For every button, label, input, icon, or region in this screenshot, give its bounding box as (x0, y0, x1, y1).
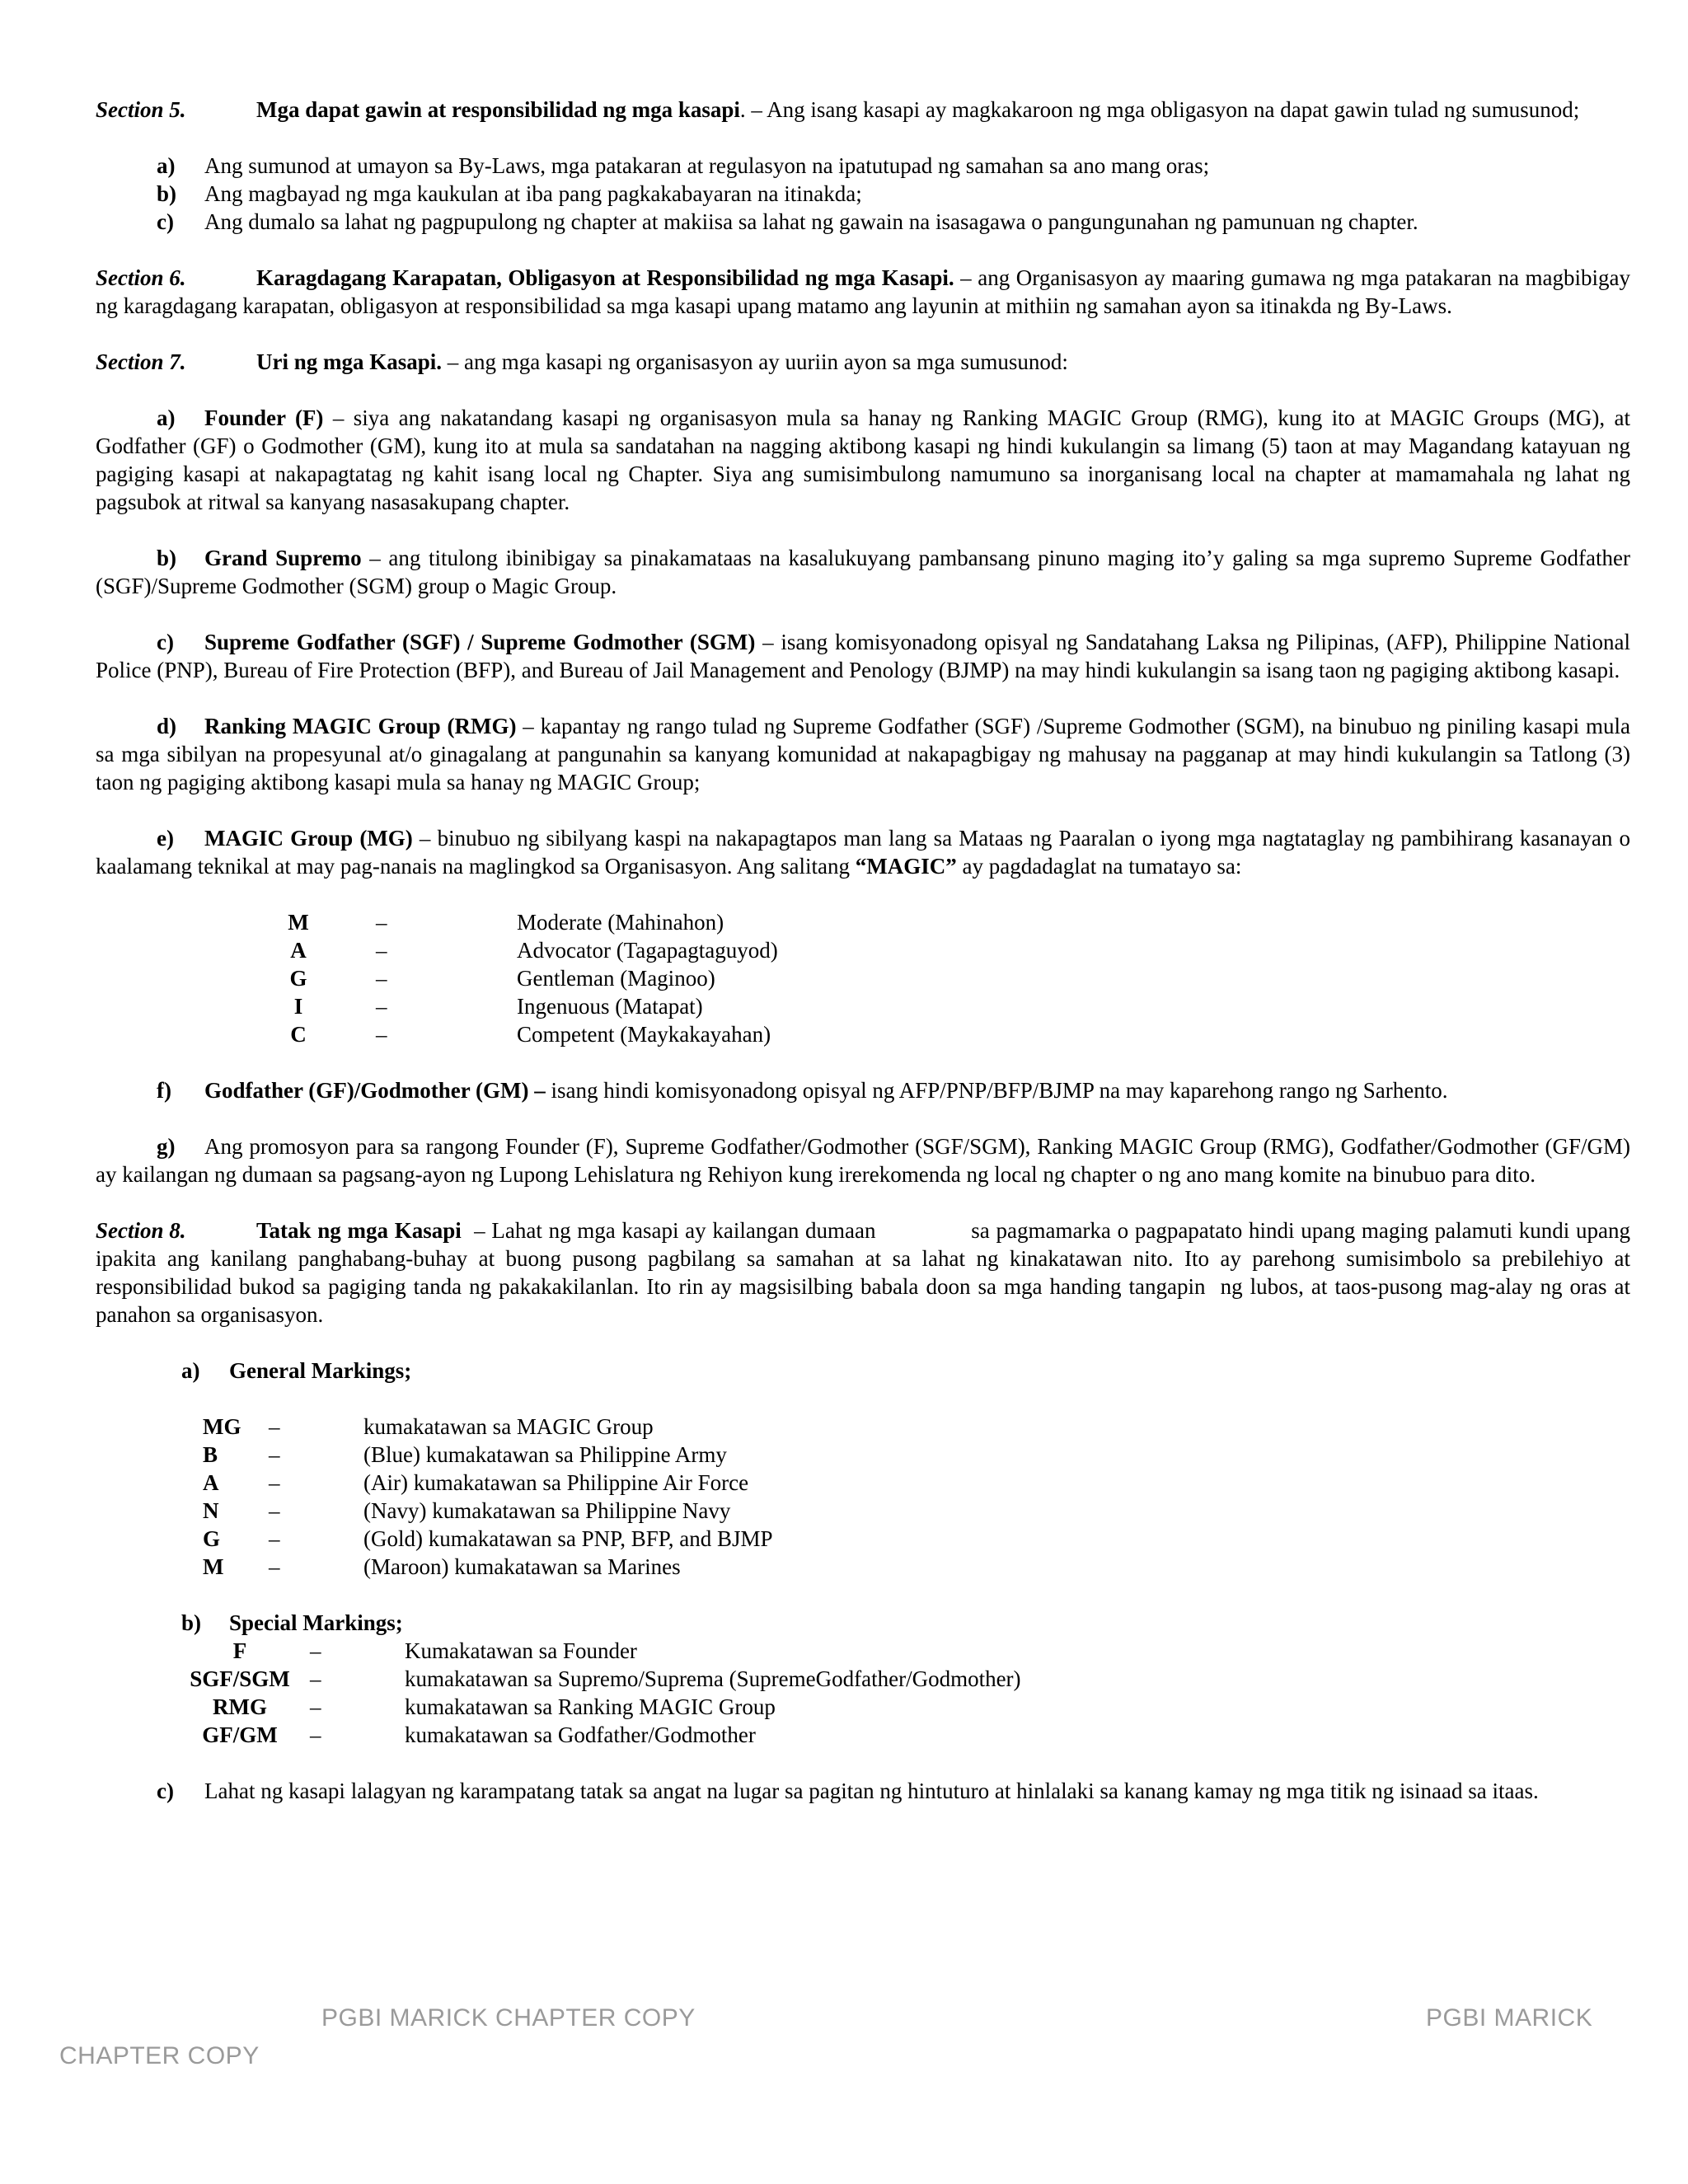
member-type-gf-gm: f) Godfather (GF)/Godmother (GM) – isang hindi komisyonadong opisyal ng AFP/PNP/BFP/BJMP na may kaparehong rango ng Sarhento. (157, 1078, 1448, 1103)
document-page (96, 96, 1636, 1833)
member-type-rmg: d) Ranking MAGIC Group (RMG) – kapantay ng rango tulad ng Supreme Godfather (SGF) /Supreme Godmother (SGM), na binubuo ng piniling kasapi mula sa mga sibilyan na propesyunal at/o ginagalang at pangunahin sa kanyang komunidad at nakapagbigay ng mahusay na pagganap at may hindi kukulangin sa Tatlong (3) taon ng pagiging aktibong kasapi mula sa hanay ng MAGIC Group; (96, 714, 1630, 794)
marking-row: M – (Maroon) kumakatawan sa Marines (203, 1554, 681, 1579)
section-text: – ang Organisasyon ay maaring gumawa ng mga patakaran na magbibigay ng karagdagang karapatan, obligasyon at responsibilidad sa mga kasapi upang matamo ang layunin at mithiin ng samahan ayon sa itinakda ng By-Laws. (96, 265, 1630, 318)
marking-row: F – Kumakatawan sa Founder (232, 1638, 637, 1663)
section-number: Section 6. (96, 265, 186, 290)
section-number: Section 8. (96, 1218, 186, 1243)
section-number: Section 7. (96, 349, 186, 374)
marking-row: SGF/SGM – kumakatawan sa Supremo/Suprema (SupremeGodfather/Godmother) (190, 1666, 1021, 1691)
acronym-row: C – Competent (Maykakayahan) (290, 1022, 771, 1047)
section-6 (96, 264, 1630, 320)
marking-row: G – (Gold) kumakatawan sa PNP, BFP, and BJMP (203, 1526, 773, 1551)
list-item: a) Ang sumunod at umayon sa By-Laws, mga patakaran at regulasyon na ipatutupad ng samahan sa ano mang oras; (157, 153, 1210, 178)
member-type-founder: a) Founder (F) – siya ang nakatandang kasapi ng organisasyon mula sa hanay ng Ranking MAGIC Group (RMG), kung ito at MAGIC Groups (MG), at Godfather (GF) o Godmother (GM), kung ito at mula sa sandatahan na nagging aktibong kasapi ng hindi kukulangin sa limang (5) taon at may Magandang katayuan ng pagiging kasapi at nakapagtatag ng kahit isang local ng Chapter. Siya ang sumisimbulong namumuno sa inorganisang local na chapter at mamamahala ng lahat ng pagsubok at ritwal sa kanyang nasasakupang chapter. (96, 405, 1630, 514)
watermark-left: PGBI MARICK CHAPTER COPY (321, 2004, 696, 2032)
marking-row: N – (Navy) kumakatawan sa Philippine Navy (203, 1498, 731, 1523)
section-7 (96, 348, 1630, 376)
section-text: . – Ang isang kasapi ay magkakaroon ng mga obligasyon na dapat gawin tulad ng sumusunod; (739, 97, 1580, 122)
magic-acronym-table (283, 908, 1630, 1048)
marking-row: B – (Blue) kumakatawan sa Philippine Army (203, 1442, 727, 1467)
section-title: Mga dapat gawin at responsibilidad ng mga kasapi (256, 97, 740, 122)
member-type-grand-supremo: b) Grand Supremo – ang titulong ibinibigay sa pinakamataas na kasalukuyang pambansang pinuno maging ito’y galing sa mga supremo Supreme Godfather (SGF)/Supreme Godmother (SGM) group o Magic Group. (96, 546, 1630, 598)
acronym-row: A – Advocator (Tagapagtaguyod) (290, 938, 778, 963)
watermark-right: PGBI MARICK (1426, 2004, 1593, 2032)
general-markings-table (203, 1413, 1630, 1581)
section-8 (96, 1216, 1636, 1329)
watermark-bottom: CHAPTER COPY (59, 2042, 260, 2069)
section-title: Karagdagang Karapatan, Obligasyon at Responsibilidad ng mga Kasapi. (256, 265, 954, 290)
special-markings-table (190, 1637, 1630, 1749)
list-item: b) Ang magbayad ng mga kaukulan at iba pang pagkakabayaran na itinakda; (157, 181, 862, 206)
section-text: – ang mga kasapi ng organisasyon ay uuriin ayon sa mga sumusunod: (442, 349, 1068, 374)
general-markings-heading: a) General Markings; (181, 1358, 412, 1383)
marking-placement-rule: c) Lahat ng kasapi lalagyan ng karampatang tatak sa angat na lugar sa pagitan ng hintuturo at hinlalaki sa kanang kamay ng mga titik ng isinaad sa itaas. (157, 1779, 1539, 1803)
section-title: Tatak ng mga Kasapi (256, 1218, 462, 1243)
list-item: c) Ang dumalo sa lahat ng pagpupulong ng chapter at makiisa sa lahat ng gawain na isasagawa o pangungunahan ng pamunuan ng chapter. (157, 209, 1418, 234)
acronym-row: G – Gentleman (Maginoo) (289, 966, 715, 991)
promotion-rule: g) Ang promosyon para sa rangong Founder (F), Supreme Godfather/Godmother (SGF/SGM), Ranking MAGIC Group (RMG), Godfather/Godmother (GF/GM) ay kailangan ng dumaan sa pagsang-ayon ng Lupong Lehislatura ng Rehiyon kung irerekomenda ng local ng chapter o ng ano mang komite na binubuo para dito. (96, 1134, 1630, 1187)
marking-row: A – (Air) kumakatawan sa Philippine Air Force (203, 1470, 749, 1495)
acronym-row: M – Moderate (Mahinahon) (288, 910, 724, 935)
acronym-row: I – Ingenuous (Matapat) (293, 994, 703, 1019)
marking-row: GF/GM – kumakatawan sa Godfather/Godmother (202, 1722, 756, 1747)
section-number: Section 5. (96, 97, 186, 122)
section-5-list (157, 152, 1630, 236)
section-5 (96, 96, 1630, 124)
marking-row: RMG – kumakatawan sa Ranking MAGIC Group (213, 1694, 776, 1719)
marking-row: MG – kumakatawan sa MAGIC Group (203, 1414, 654, 1439)
section-title: Uri ng mga Kasapi. (256, 349, 443, 374)
special-markings-heading: b) Special Markings; (181, 1610, 403, 1635)
member-type-sgf-sgm: c) Supreme Godfather (SGF) / Supreme Godmother (SGM) – isang komisyonadong opisyal ng Sandatahang Laksa ng Pilipinas, (AFP), Philippine National Police (PNP), Bureau of Fire Protection (BFP), and Bureau of Jail Management and Penology (BJMP) na may hindi kukulangin sa isang taon ng pagiging aktibong kasapi. (96, 630, 1631, 682)
member-type-mg: e) MAGIC Group (MG) – binubuo ng sibilyang kaspi na nakapagtapos man lang sa Mataas ng Paaralan o iyong mga nagtataglay ng pambihirang kasanayan o kaalamang teknikal at may pag-nanais na maglingkod sa Organisasyon. Ang salitang “MAGIC” ay pagdadaglat na tumatayo sa: (96, 826, 1630, 879)
section-text: – Lahat ng mga kasapi ay kailangan dumaan sa pagmamarka o pagpapatato hindi upang maging palamuti kundi upang ipakita ang kanilang panghabang-buhay at buong pusong pagbilang sa samahan at sa lahat ng kinakatawan nito. Ito ay parehong sumisimbolo sa prebilehiyo at responsibilidad bukod sa pagiging tanda ng pakakakilanlan. Ito rin ay magsisilbing babala doon sa mga handing tangapin ng lubos, at taos-pusong mag-alay ng oras at panahon sa organisasyon. (96, 1218, 1636, 1327)
